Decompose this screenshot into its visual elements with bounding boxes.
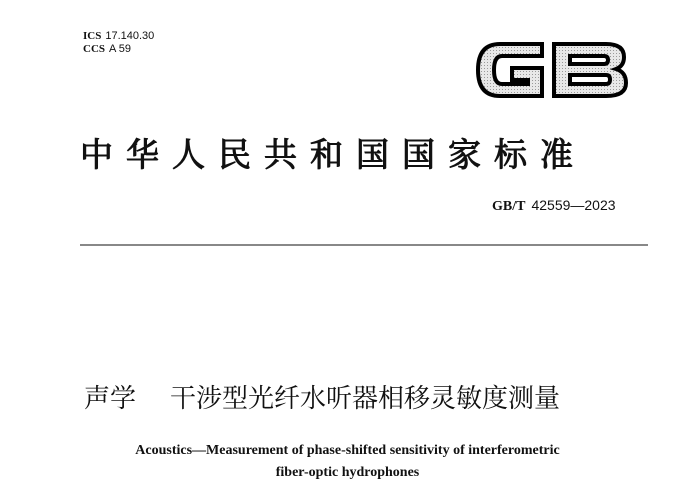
title-zh-subject: 干涉型光纤水听器相移灵敏度测量 xyxy=(170,384,561,414)
national-standard-title: 中华人民共和国国家标准 xyxy=(80,135,586,174)
title-en xyxy=(0,440,695,484)
divider xyxy=(80,244,648,246)
title-zh-category: 声学 xyxy=(84,384,137,414)
title-en-line2: fiber-optic hydrophones xyxy=(275,465,420,480)
ics-code: ICS 17.140.30 xyxy=(83,30,155,42)
classification-codes xyxy=(83,30,154,56)
ccs-code: CCS A 59 xyxy=(83,43,132,55)
gb-standard-logo-icon xyxy=(472,38,632,102)
title-en-line1: Acoustics—Measurement of phase-shifted sensitivity of interferometric xyxy=(135,443,560,458)
standard-number: GB/T 42559—2023 xyxy=(492,197,616,214)
title-zh xyxy=(84,378,560,415)
